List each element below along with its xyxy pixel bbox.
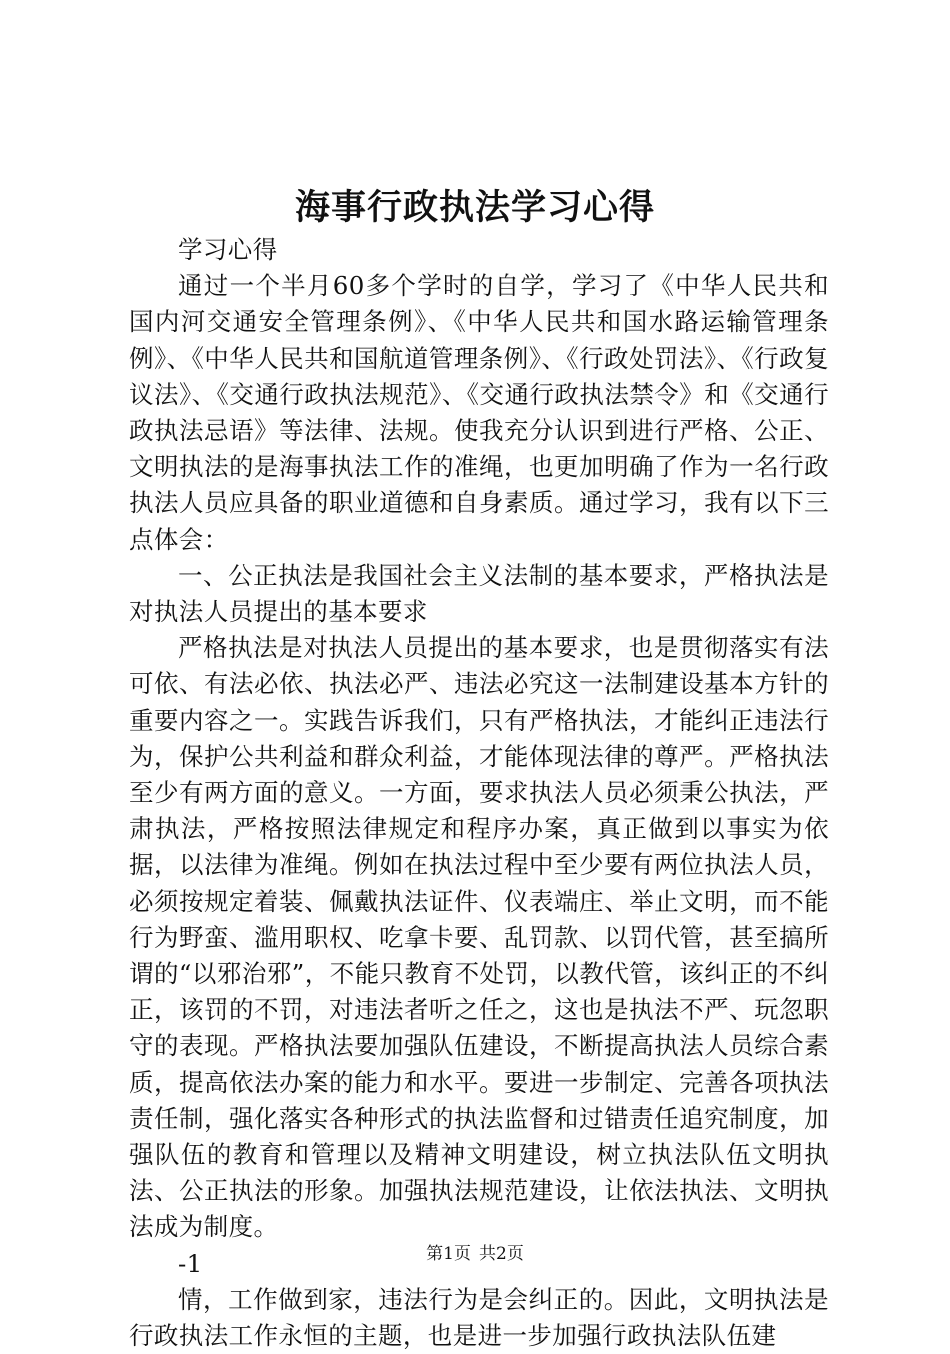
document-body [129, 232, 829, 1354]
paragraph-heading-study: 学习心得 [178, 235, 278, 264]
paragraph-continuation: 情，工作做到家，违法行为是会纠正的。因此，文明执法是行政执法工作永恒的主题，也是进一步加强行政执法队伍建 [129, 1284, 829, 1351]
inline-page-marker: -1 [178, 1248, 203, 1278]
paragraph-point-one: 一、公正执法是我国社会主义法制的基本要求，严格执法是对执法人员提出的基本要求 [129, 560, 829, 627]
paragraph-strict-enforcement: 严格执法是对执法人员提出的基本要求，也是贯彻落实有法可依、有法必依、执法必严、违法必究这一法制建设基本方针的重要内容之一。实践告诉我们，只有严格执法，才能纠正违法行为，保护公共利益和群众利益，才能体现法律的尊严。严格执法至少有两方面的意义。一方面，要求执法人员必须秉公执法，严肃执法，严格按照法律规定和程序办案，真正做到以事实为依据，以法律为准绳。例如在执法过程中至少要有两位执法人员，必须按规定着装、佩戴执法证件、仪表端庄、举止文明，而不能行为野蛮、滥用职权、吃拿卡要、乱罚款、以罚代管，甚至搞所谓的“以邪治邪”，不能只教育不处罚，以教代管，该纠正的不纠正，该罚的不罚，对违法者听之任之，这也是执法不严、玩忽职守的表现。严格执法要加强队伍建设，不断提高执法人员综合素质，提高依法办案的能力和水平。要进一步制定、完善各项执法责任制，强化落实各种形式的执法监督和过错责任追究制度，加强队伍的教育和管理以及精神文明建设，树立执法队伍文明执法、公正执法的形象。加强执法规范建设，让依法执法、文明执法成为制度。 [129, 633, 829, 1242]
footer-page-number: 第1页 [426, 1244, 471, 1264]
document-title: 海事行政执法学习心得 [294, 187, 655, 228]
page-footer [0, 1242, 950, 1266]
paragraph-intro: 通过一个半月60多个学时的自学，学习了《中华人民共和国内河交通安全管理条例》、《中华人民共和国水路运输管理条例》、《中华人民共和国航道管理条例》、《行政处罚法》、《行政复议法》、《交通行政执法规范》、《交通行政执法禁令》和《交通行政执法忌语》等法律、法规。使我充分认识到进行严格、公正、文明执法的是海事执法工作的准绳，也更加明确了作为一名行政执法人员应具备的职业道德和自身素质。通过学习，我有以下三点体会： [129, 271, 829, 554]
footer-total-pages: 共2页 [479, 1244, 524, 1264]
